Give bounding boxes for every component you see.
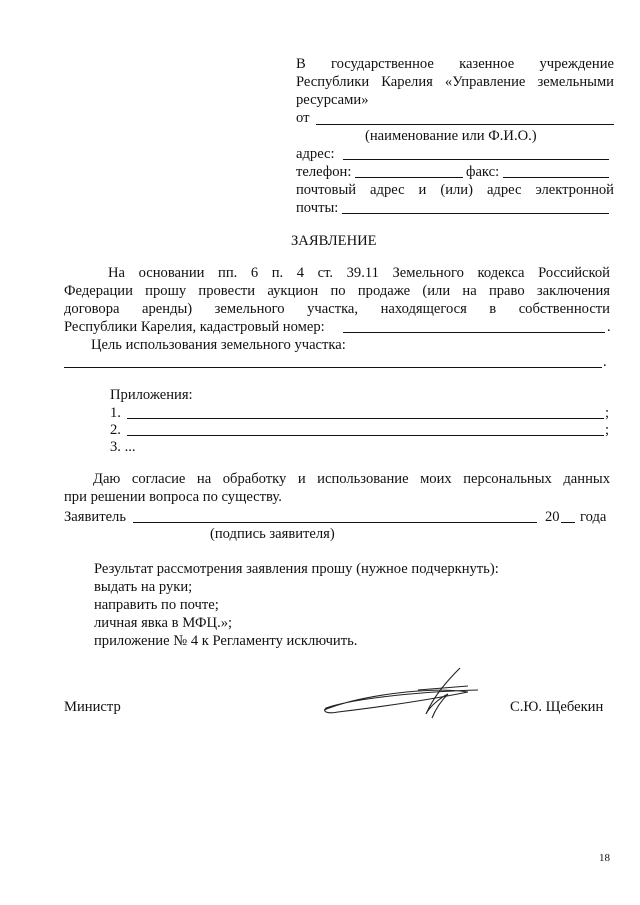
attachment-2-line — [127, 435, 604, 436]
handwritten-signature — [318, 662, 484, 722]
phone-label: телефон: — [296, 164, 352, 180]
closing-line: приложение № 4 к Регламенту исключить. — [94, 633, 358, 649]
result-option-3: личная явка в МФЦ.»; — [94, 615, 233, 631]
attachment-2-number: 2. — [110, 422, 121, 438]
year-field-line — [561, 522, 575, 523]
address-label: адрес: — [296, 146, 335, 162]
applicant-label: Заявитель — [64, 509, 126, 525]
postal-line-1: почтовый адрес и (или) адрес электронной — [296, 182, 614, 198]
attachment-2-semicolon: ; — [605, 422, 610, 438]
result-option-1: выдать на руки; — [94, 579, 193, 595]
consent-line-2: при решении вопроса по существу. — [64, 489, 282, 505]
minister-title: Министр — [64, 699, 121, 715]
postal-field-line — [342, 213, 609, 214]
from-field-line — [316, 124, 614, 125]
address-field-line — [343, 159, 609, 160]
result-label: Результат рассмотрения заявления прошу (нужное подчеркнуть): — [94, 561, 499, 577]
addressee-line-1: В государственное казенное учреждение — [296, 56, 614, 72]
year-suffix: года — [580, 509, 607, 525]
cadastral-period: . — [607, 319, 611, 335]
fax-label: факс: — [466, 164, 500, 180]
attachment-1-line — [127, 418, 604, 419]
attachments-label: Приложения: — [110, 387, 193, 403]
minister-name: С.Ю. Щебекин — [510, 699, 604, 715]
cadastral-label: Республики Карелия, кадастровый номер: — [64, 319, 325, 335]
document-title: ЗАЯВЛЕНИЕ — [291, 233, 377, 249]
addressee-line-2: Республики Карелия «Управление земельными — [296, 74, 614, 90]
attachment-1-number: 1. — [110, 405, 121, 421]
year-prefix: 20 — [545, 509, 560, 525]
result-option-2: направить по почте; — [94, 597, 219, 613]
purpose-period: . — [603, 354, 607, 370]
fax-field-line — [503, 177, 609, 178]
signature-hint: (подпись заявителя) — [210, 526, 335, 542]
page-number: 18 — [599, 852, 610, 864]
from-label: от — [296, 110, 310, 126]
paragraph-line-2: Федерации прошу провести аукцион по продаже (или на право заключения — [64, 283, 610, 299]
consent-line-1: Даю согласие на обработку и использование моих персональных данных — [93, 471, 610, 487]
attachment-3: 3. ... — [110, 439, 136, 455]
cadastral-field-line — [343, 332, 605, 333]
phone-field-line — [355, 177, 463, 178]
purpose-label: Цель использования земельного участка: — [91, 337, 346, 353]
postal-label: почты: — [296, 200, 339, 216]
purpose-field-line — [64, 367, 602, 368]
from-hint: (наименование или Ф.И.О.) — [365, 128, 537, 144]
attachment-1-semicolon: ; — [605, 405, 610, 421]
paragraph-line-1: На основании пп. 6 п. 4 ст. 39.11 Земельного кодекса Российской — [108, 265, 610, 281]
addressee-line-3: ресурсами» — [296, 92, 369, 108]
paragraph-line-3: договора аренды) земельного участка, находящегося в собственности — [64, 301, 610, 317]
applicant-signature-line — [133, 522, 537, 523]
